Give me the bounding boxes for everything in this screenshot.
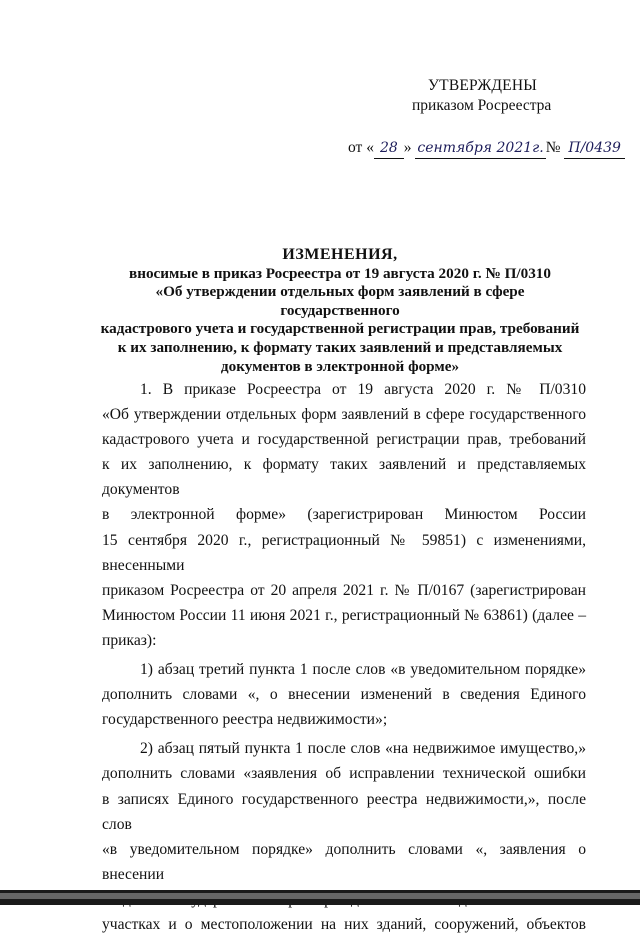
scan-edge (0, 890, 640, 905)
text-line: «Об утверждении отдельных форм заявлений в сфере государственного (102, 406, 586, 424)
date-prefix: от « (348, 139, 374, 156)
paragraph-2 (102, 657, 586, 732)
text-line: участках и о местоположении на них зданий, сооружений, объектов (102, 915, 586, 933)
text-line: «в уведомительном порядке» дополнить словами «, заявления о внесении (102, 840, 586, 883)
text-line: 1. В приказе Росреестра от 19 августа 2020 г. № П/0310 (140, 381, 586, 398)
heading-line: документов в электронной форме» (220, 357, 460, 375)
heading-title: ИЗМЕНЕНИЯ, (282, 246, 398, 263)
heading-line: вносимые в приказ Росреестра от 19 августа 2020 г. № П/0310 (129, 264, 551, 282)
approval-block (348, 76, 621, 159)
order-number: П/0439 (564, 138, 625, 159)
date-month-year: сентября 2021г. (415, 138, 545, 159)
paragraph-1 (102, 377, 586, 653)
paragraph-3 (102, 736, 586, 937)
date-quote-close: » (403, 139, 412, 156)
text-line: государственного реестра недвижимости»; (102, 711, 388, 729)
document-body (102, 377, 586, 937)
text-line: 1) абзац третий пункта 1 после слов «в уведомительном порядке» (140, 661, 586, 679)
text-line: приказом Росреестра от 20 апреля 2021 г. № П/0167 (зарегистрирован (102, 581, 586, 599)
date-day: 28 (374, 138, 404, 159)
approval-title: УТВЕРЖДЕНЫ (428, 77, 537, 94)
text-line: 2) абзац пятый пункта 1 после слов «на недвижимое имущество,» (140, 740, 586, 758)
text-line: дополнить словами «, о внесении изменений в сведения Единого (102, 686, 586, 704)
heading-line: к их заполнению, к формату таких заявлений и представляемых (117, 338, 563, 356)
text-line: к их заполнению, к формату таких заявлений и представляемых документов (102, 456, 586, 499)
approval-date-line (348, 138, 621, 159)
text-line: приказ): (102, 631, 157, 649)
text-line: 15 сентября 2020 г., регистрационный № 59851) с изменениями, внесенными (102, 531, 586, 574)
text-line: в записях Единого государственного реестра недвижимости,», после слов (102, 790, 586, 833)
text-line: кадастрового учета и государственной регистрации прав, требований (102, 431, 586, 449)
heading-line: «Об утверждении отдельных форм заявлений в сфере государственного (155, 283, 525, 319)
number-sign: № (545, 139, 561, 156)
approval-authority: приказом Росреестра (412, 97, 552, 114)
document-heading (96, 246, 584, 376)
heading-line: кадастрового учета и государственной регистрации прав, требований (100, 320, 580, 338)
text-line: Минюстом России 11 июня 2021 г., регистрационный № 63861) (далее – (102, 606, 586, 624)
text-line: в электронной форме» (зарегистрирован Минюстом России (102, 506, 586, 524)
text-line: дополнить словами «заявления об исправлении технической ошибки (102, 765, 586, 783)
